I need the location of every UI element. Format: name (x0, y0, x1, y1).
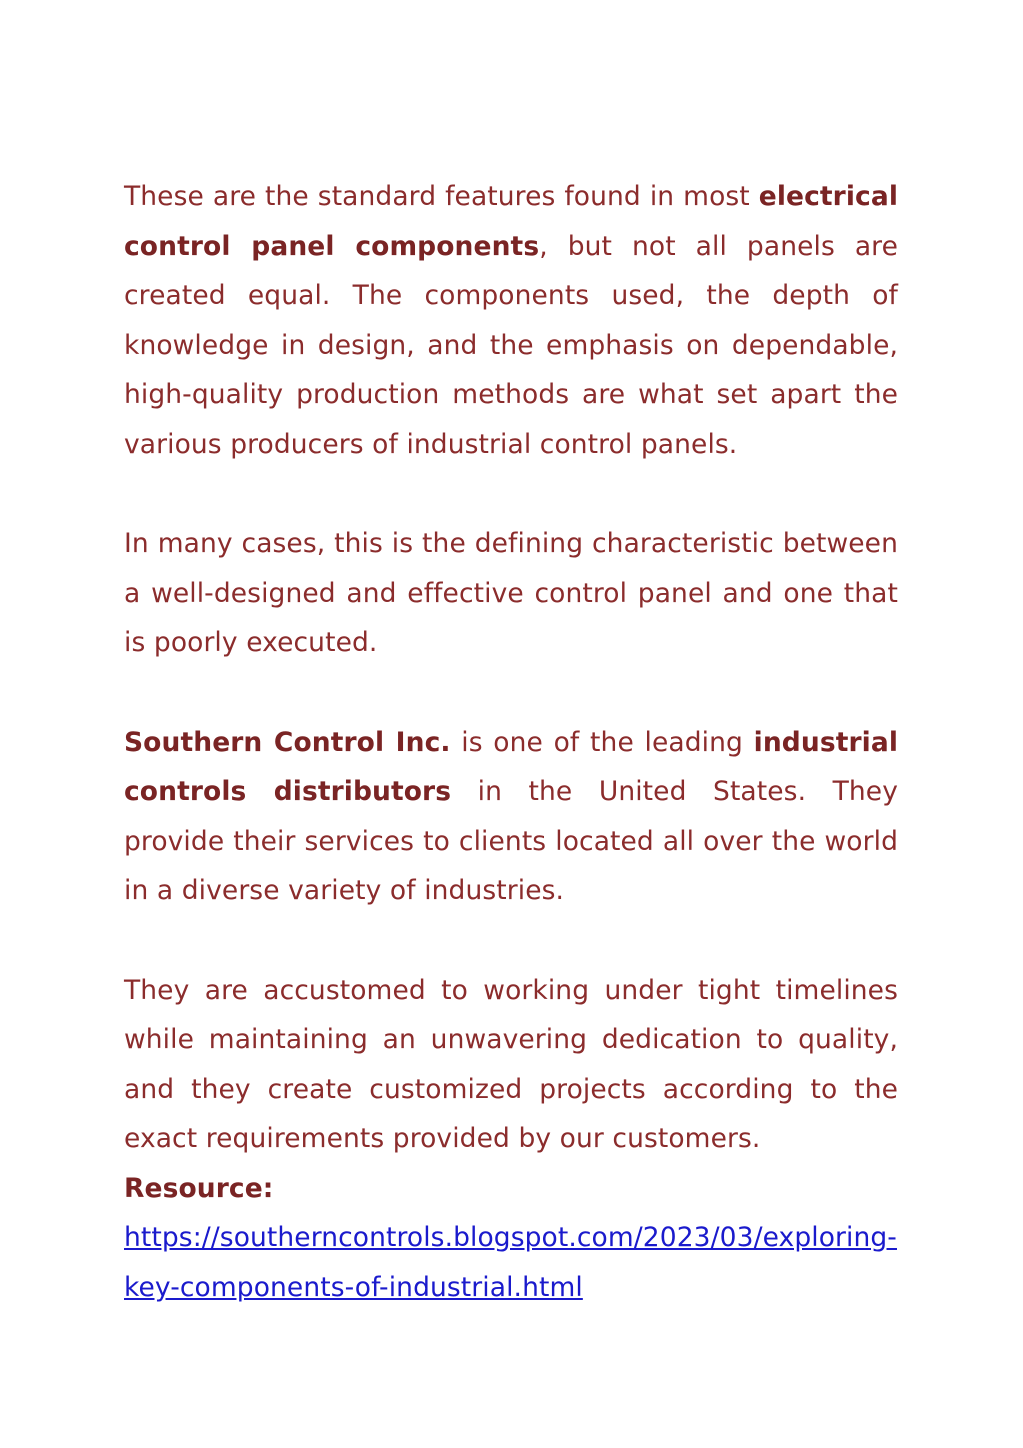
document-body (124, 172, 898, 1313)
paragraph-2 (124, 519, 898, 668)
resource-label: Resource: (124, 1172, 274, 1204)
paragraph-1-text: These are the standard features found in most (124, 181, 759, 212)
paragraph-4-text: They are accustomed to working under tight timelines while maintaining an unwavering dedication to quality, and they create customized projects according to the exact requirements provided by our customers. (124, 974, 898, 1155)
paragraph-1-bold-term: electrical control panel components (124, 181, 898, 262)
resource-link[interactable]: https://southerncontrols.blogspot.com/2023/03/exploring-key-components-of-industrial.html (124, 1222, 897, 1304)
paragraph-3-text: is one of the leading (450, 726, 754, 758)
paragraph-4 (124, 966, 898, 1164)
paragraph-1-text-cont: , but not all panels are created equal. The components used, the depth of knowledge in design, and the emphasis on dependable, high-quality production methods are what set apart the various producers of industrial control panels. (124, 230, 898, 460)
paragraph-1 (124, 172, 898, 470)
paragraph-3-bold-term: industrial controls distributors (124, 726, 898, 808)
paragraph-3 (124, 718, 898, 916)
paragraph-3-text-cont: in the United States. They provide their services to clients located all over the world in a diverse variety of industries. (124, 776, 898, 907)
company-name: Southern Control Inc. (124, 726, 451, 758)
paragraph-2-text: In many cases, this is the defining characteristic between a well-designed and effective control panel and one that is poorly executed. (124, 528, 898, 659)
